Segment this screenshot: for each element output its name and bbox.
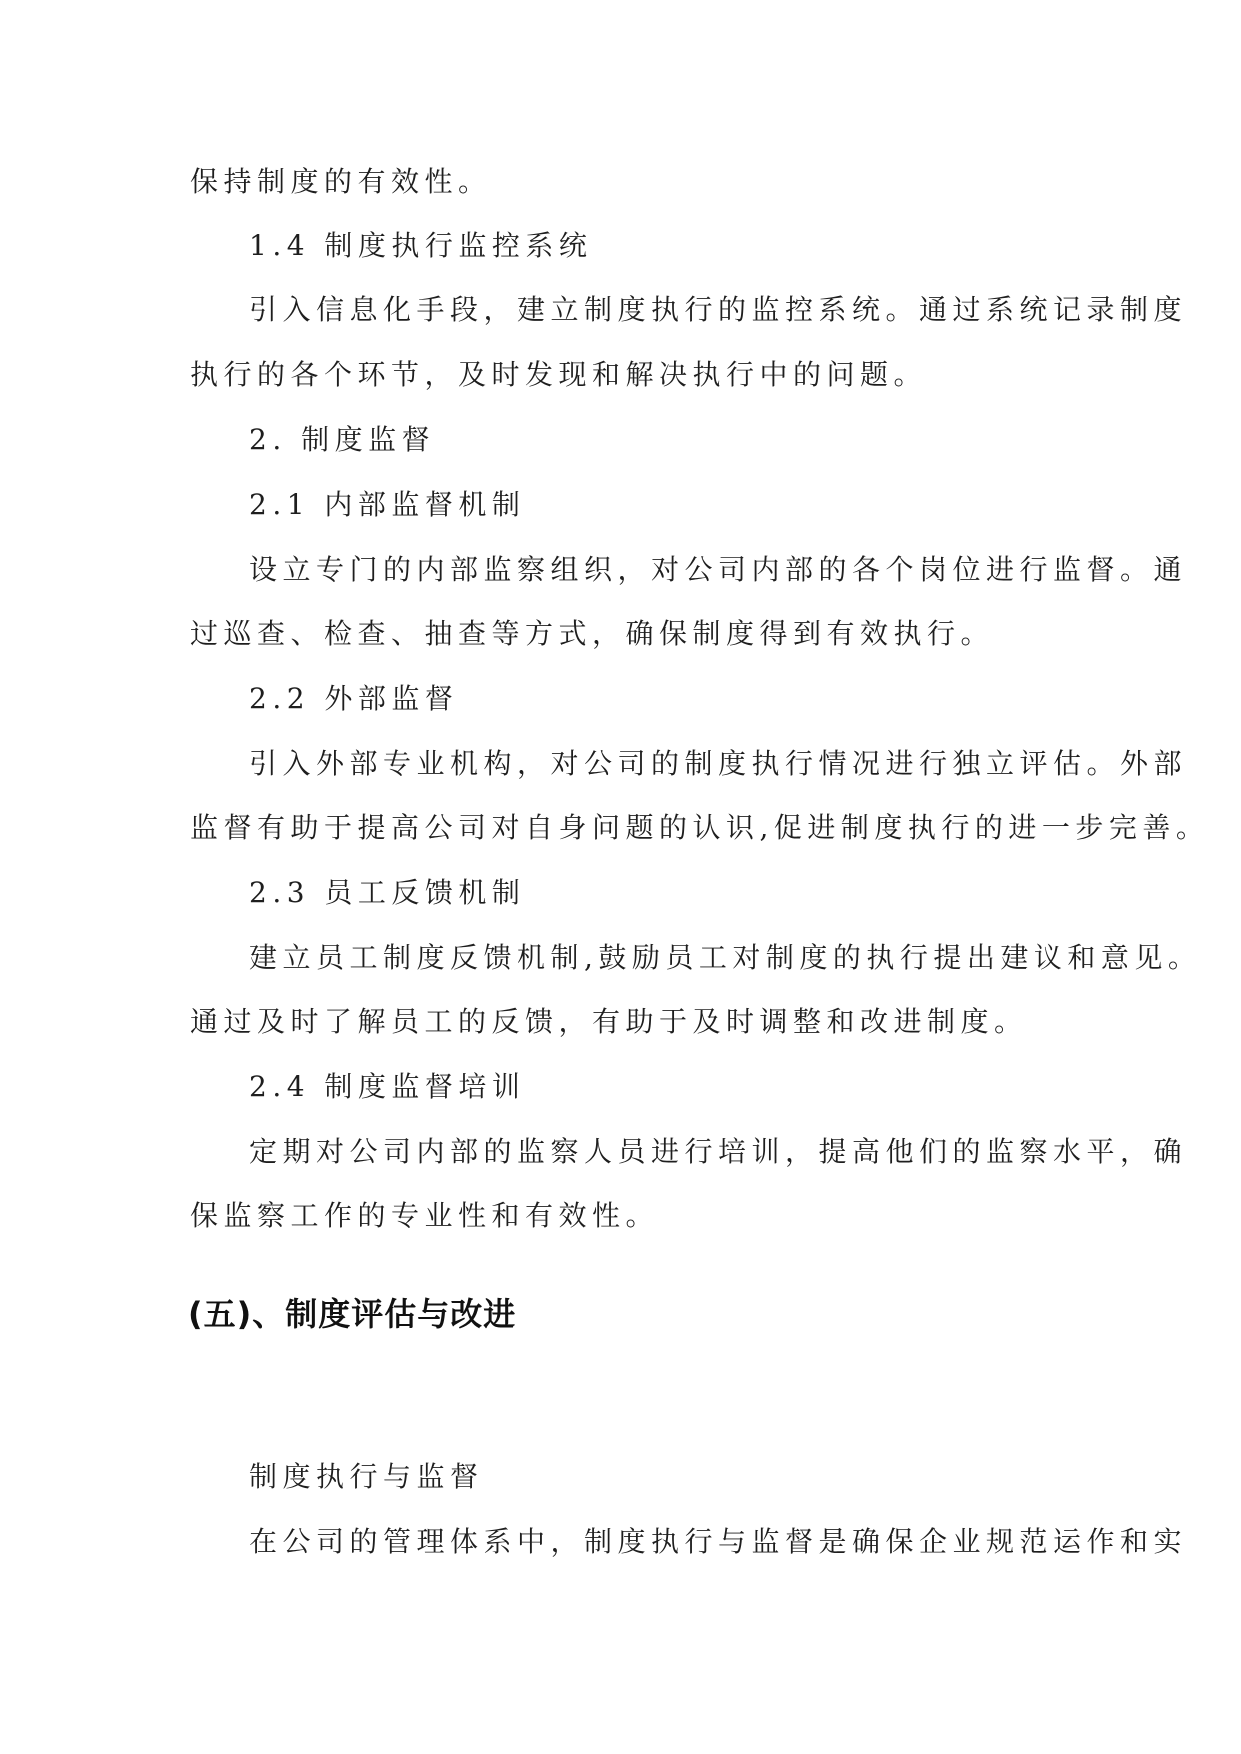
paragraph-line: 执行的各个环节，及时发现和解决执行中的问题。 <box>190 358 928 391</box>
paragraph-line: 设立专门的内部监察组织，对公司内部的各个岗位进行监督。通 <box>249 553 1188 586</box>
paragraph-line: 监督有助于提高公司对自身问题的认识,促进制度执行的进一步完善。 <box>190 811 1210 844</box>
paragraph-line: 在公司的管理体系中，制度执行与监督是确保企业规范运作和实 <box>249 1525 1188 1558</box>
subsection-title: 1.4 制度执行监控系统 <box>249 229 593 262</box>
subsection-title: 2.3 员工反馈机制 <box>249 876 526 909</box>
subsection-title: 2.2 外部监督 <box>249 682 459 715</box>
subsection-title: 2.1 内部监督机制 <box>249 488 526 521</box>
paragraph-line: 保持制度的有效性。 <box>190 165 492 198</box>
paragraph-line: 定期对公司内部的监察人员进行培训，提高他们的监察水平，确 <box>249 1135 1188 1168</box>
subsection-title: 制度执行与监督 <box>249 1460 484 1493</box>
section-heading: (五)、制度评估与改进 <box>188 1295 517 1333</box>
paragraph-line: 建立员工制度反馈机制,鼓励员工对制度的执行提出建议和意见。 <box>249 941 1202 974</box>
section-title: 2. 制度监督 <box>249 423 436 456</box>
subsection-title: 2.4 制度监督培训 <box>249 1070 526 1103</box>
paragraph-line: 引入外部专业机构，对公司的制度执行情况进行独立评估。外部 <box>249 747 1188 780</box>
paragraph-line: 通过及时了解员工的反馈，有助于及时调整和改进制度。 <box>190 1005 1028 1038</box>
paragraph-line: 过巡查、检查、抽查等方式，确保制度得到有效执行。 <box>190 617 995 650</box>
paragraph-line: 引入信息化手段，建立制度执行的监控系统。通过系统记录制度 <box>249 293 1188 326</box>
paragraph-line: 保监察工作的专业性和有效性。 <box>190 1199 660 1232</box>
